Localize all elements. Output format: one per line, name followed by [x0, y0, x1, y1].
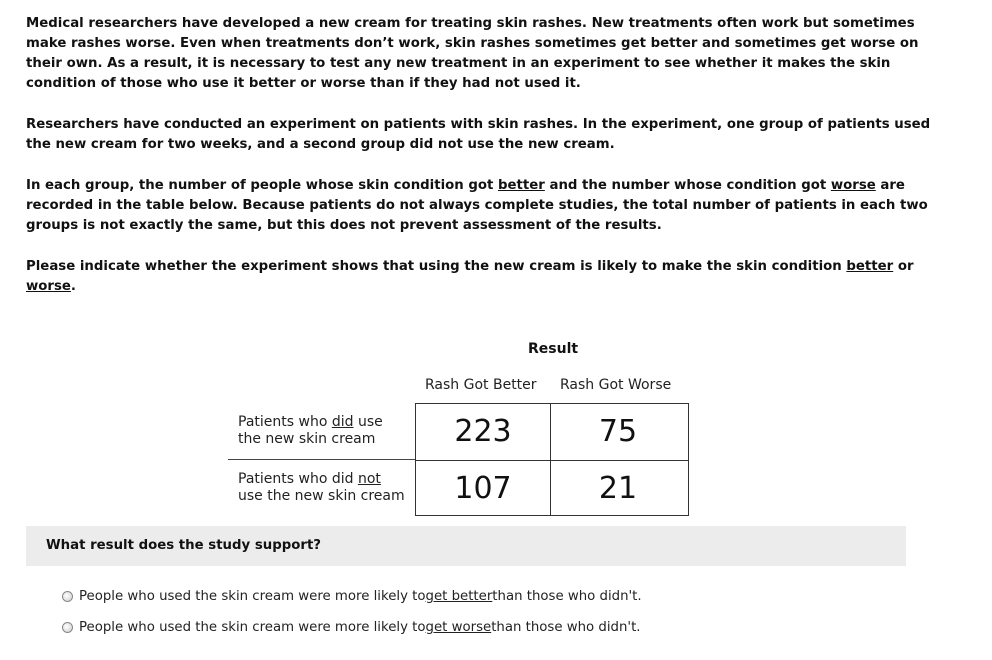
instructions: [26, 14, 946, 318]
text: .: [70, 279, 76, 294]
cell-notused-worse: 21: [598, 471, 638, 506]
text: are recorded in the table below. Because patients do not always complete studies, the total number of patients in each two groups is not exactly the same, but this does not prevent assessment of the results.: [26, 178, 928, 233]
column-header-worse: Rash Got Worse: [560, 377, 672, 393]
results-table: [415, 403, 689, 516]
text: Patients who: [238, 414, 332, 430]
question-bar: [26, 526, 906, 566]
underlined-better: better: [846, 259, 894, 274]
cell-used-better: 223: [454, 414, 512, 449]
row-label-used: [238, 414, 383, 448]
cell-notused-better: 107: [454, 471, 512, 506]
row-label-not-used: [238, 471, 405, 505]
text: People who used the skin cream were more likely to: [79, 589, 426, 604]
text: In each group, the number of people whose skin condition got: [26, 178, 499, 193]
underlined-worse: worse: [26, 279, 71, 294]
text: and the number whose condition got: [544, 178, 831, 193]
column-header-better: Rash Got Better: [425, 377, 537, 393]
cell-used-worse: 75: [598, 414, 638, 449]
radio-button[interactable]: [62, 591, 73, 602]
text: the new skin cream: [238, 431, 376, 447]
text: Please indicate whether the experiment shows that using the new cream is likely to make the skin condition: [26, 259, 847, 274]
underlined-get-better: get better: [425, 589, 493, 604]
answer-option-worse[interactable]: [62, 620, 641, 635]
text: use the new skin cream: [238, 488, 405, 504]
text: or: [893, 259, 914, 274]
row-separator: [228, 459, 416, 460]
underlined-better: better: [498, 178, 545, 193]
intro-paragraph-3: [26, 176, 946, 236]
radio-button[interactable]: [62, 622, 73, 633]
text: than those who didn't.: [491, 620, 641, 635]
intro-paragraph-2: Researchers have conducted an experiment on patients with skin rashes. In the experiment, one group of patients used the new cream for two weeks, and a second group did not use the new cream.: [26, 117, 931, 152]
underlined-get-worse: get worse: [425, 620, 492, 635]
underlined-worse: worse: [830, 178, 876, 193]
question-prompt: What result does the study support?: [46, 538, 322, 553]
answer-option-better[interactable]: [62, 589, 642, 604]
text: use: [353, 414, 383, 430]
text: Patients who did: [238, 471, 358, 487]
intro-paragraph-1: Medical researchers have developed a new cream for treating skin rashes. New treatments often work but sometimes make rashes worse. Even when treatments don’t work, skin rashes sometimes get better and sometimes get worse on their own. As a result, it is necessary to test any new treatment in an experiment to see whether it makes the skin condition of those who use it better or worse than if they had not used it.: [26, 16, 919, 91]
text: than those who didn't.: [492, 589, 642, 604]
underlined-not: not: [357, 471, 381, 487]
text: People who used the skin cream were more likely to: [79, 620, 426, 635]
result-header: Result: [528, 341, 579, 357]
intro-paragraph-4: [26, 257, 946, 297]
underlined-did: did: [331, 414, 354, 430]
